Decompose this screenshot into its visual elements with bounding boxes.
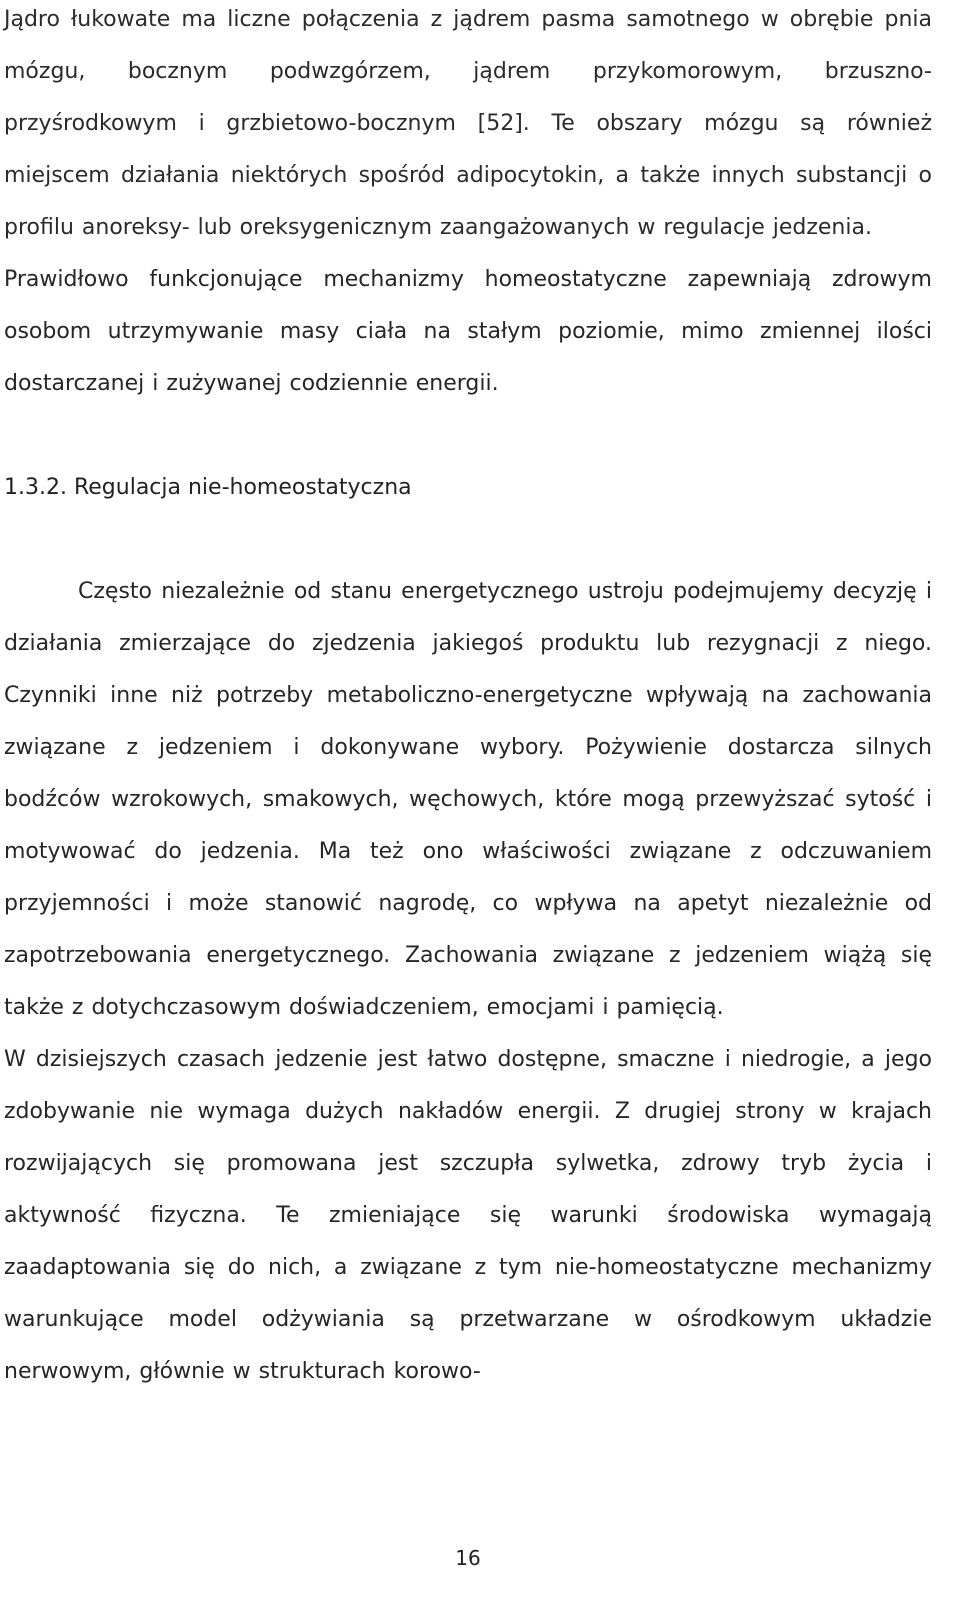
paragraph-arcuate-nucleus: Jądro łukowate ma liczne połączenia z jądrem pasma samotnego w obrębie pnia mózgu, bocznym podwzgórzem, jądrem przykomorowym, brzuszno-przyśrodkowym i grzbietowo-bocznym [52]. Te obszary mózgu są również miejscem działania niektórych spośród adipocytokin, a także innych substancji o profilu anoreksy- lub oreksygenicznym zaangażowanych w regulacje jedzenia.: [4, 7, 932, 240]
paragraph-homeostatic-mechanisms: Prawidłowo funkcjonujące mechanizmy homeostatyczne zapewniają zdrowym osobom utrzymywanie masy ciała na stałym poziomie, mimo zmiennej ilości dostarczanej i zużywanej codziennie energii.: [4, 267, 932, 396]
paragraph-modern-environment: W dzisiejszych czasach jedzenie jest łatwo dostępne, smaczne i niedrogie, a jego zdobywanie nie wymaga dużych nakładów energii. Z drugiej strony w krajach rozwijających się promowana jest szczupła sylwetka, zdrowy tryb życia i aktywność fizyczna. Te zmieniające się warunki środowiska wymagają zaadaptowania się do nich, a związane z tym nie-homeostatyczne mechanizmy warunkujące model odżywiania są przetwarzane w ośrodkowym układzie nerwowym, głównie w strukturach korowo-: [4, 1047, 932, 1384]
page-number: 16: [455, 1546, 481, 1570]
section-heading: 1.3.2. Regulacja nie-homeostatyczna: [4, 475, 412, 500]
paragraph-non-homeostatic-regulation: Często niezależnie od stanu energetycznego ustroju podejmujemy decyzję i działania zmierzające do zjedzenia jakiegoś produktu lub rezygnacji z niego. Czynniki inne niż potrzeby metaboliczno-energetyczne wpływają na zachowania związane z jedzeniem i dokonywane wybory. Pożywienie dostarcza silnych bodźców wzrokowych, smakowych, węchowych, które mogą przewyższać sytość i motywować do jedzenia. Ma też ono właściwości związane z odczuwaniem przyjemności i może stanowić nagrodę, co wpływa na apetyt niezależnie od zapotrzebowania energetycznego. Zachowania związane z jedzeniem wiążą się także z dotychczasowym doświadczeniem, emocjami i pamięcią.: [4, 579, 932, 1020]
page-content: [4, 4, 932, 1398]
